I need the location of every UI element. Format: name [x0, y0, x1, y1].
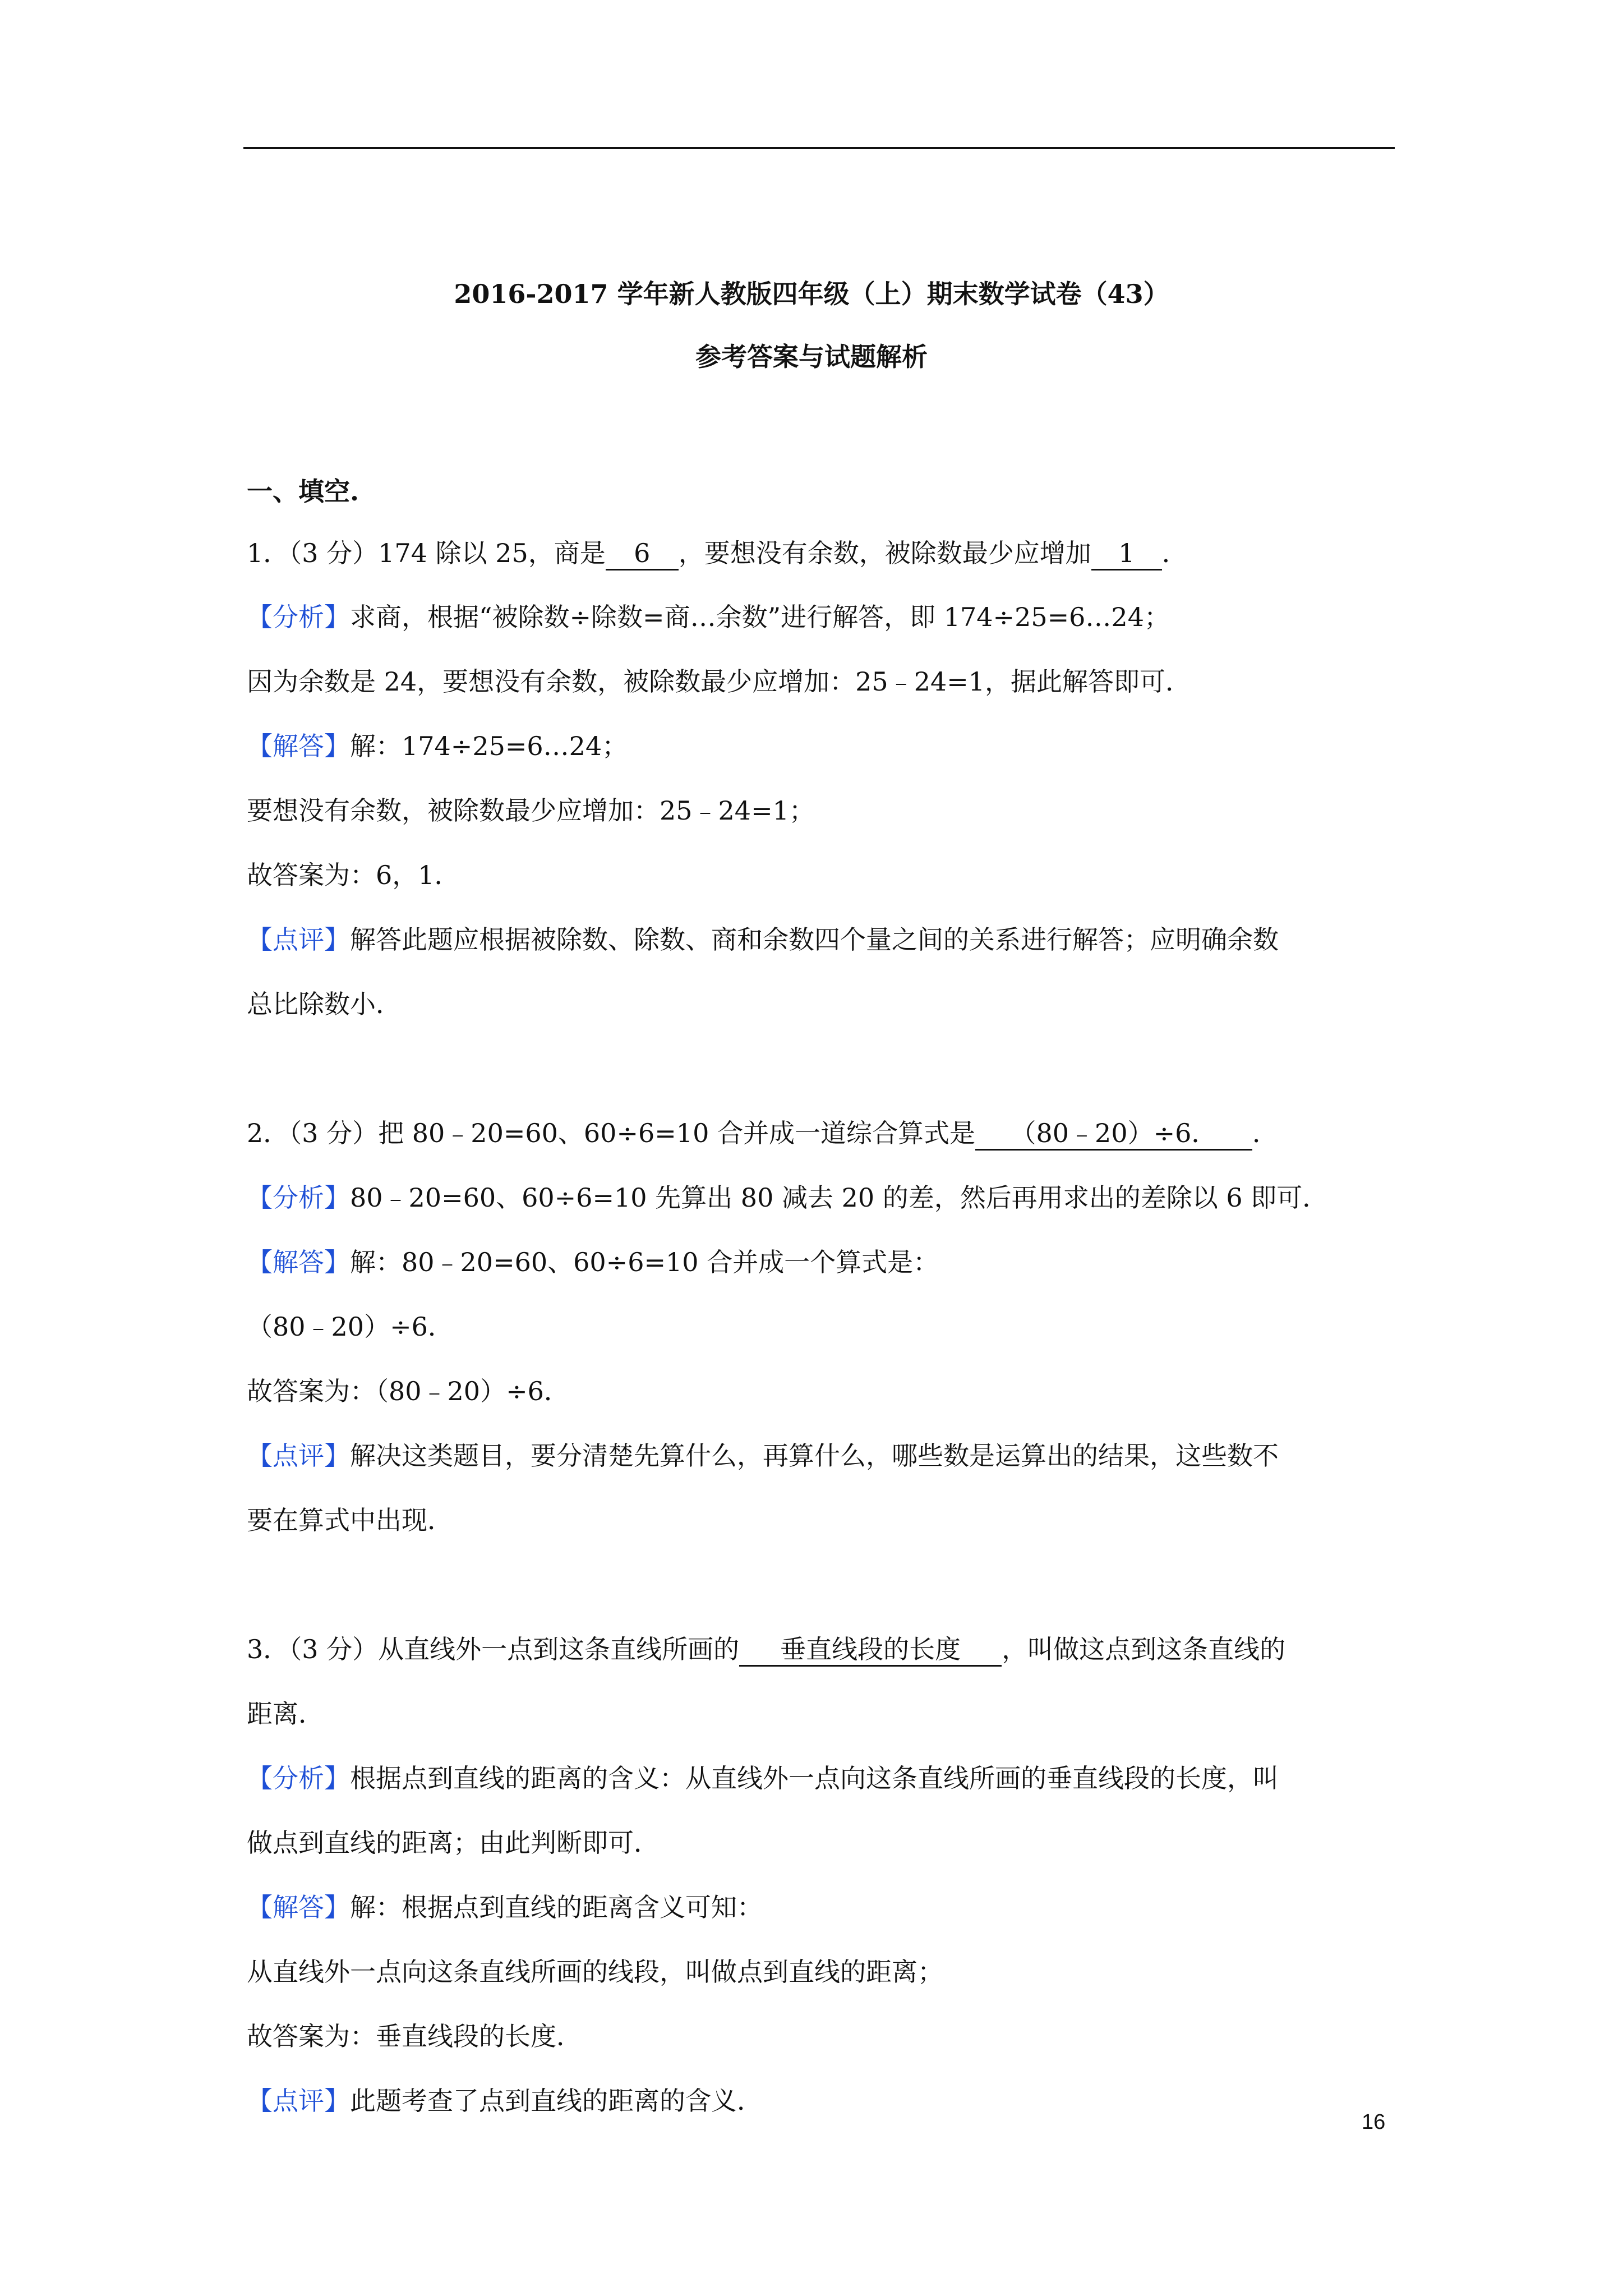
q1-analysis [247, 600, 1170, 634]
comment-tag: 【点评】 [247, 1441, 350, 1471]
page-number: 16 [1362, 2110, 1386, 2134]
q2-stem-prefix: 2．（3 分）把 80﹣20=60、60÷6=10 合并成一道综合算式是 [247, 1118, 975, 1148]
q3-analysis-line-2: 做点到直线的距离；由此判断即可． [247, 1828, 660, 1858]
q2-answer [247, 1245, 939, 1279]
q3-stem-suffix: ，叫做这点到这条直线的 [1002, 1634, 1286, 1664]
q1-blank-quotient: 6 [606, 537, 679, 570]
q3-comment [247, 2084, 763, 2118]
q3-analysis [247, 1761, 1279, 1795]
q2-answer-line-2: （80﹣20）÷6． [247, 1312, 454, 1342]
document-subtitle: 参考答案与试题解析 [695, 342, 928, 372]
q1-blank-increase: 1 [1091, 537, 1162, 570]
q1-answer-text: 解：174÷25=6…24； [350, 731, 628, 761]
q3-stem [247, 1632, 1285, 1667]
answer-tag: 【解答】 [247, 1247, 350, 1277]
analysis-tag: 【分析】 [247, 1182, 350, 1213]
q1-answer [247, 729, 628, 763]
q2-answer-text: 解：80﹣20=60、60÷6=10 合并成一个算式是： [350, 1247, 939, 1277]
answer-tag: 【解答】 [247, 731, 350, 761]
header-rule [243, 147, 1395, 149]
q1-stem-suffix: ． [1161, 538, 1188, 568]
q3-stem-prefix: 3．（3 分）从直线外一点到这条直线所画的 [247, 1634, 740, 1664]
q3-stem-line-2: 距离． [247, 1699, 324, 1729]
q1-stem [247, 536, 1188, 570]
q1-analysis-text: 求商，根据“被除数÷除数=商…余数”进行解答，即 174÷25=6…24； [350, 602, 1170, 632]
answer-tag: 【解答】 [247, 1892, 350, 1922]
q3-answer-line-2: 从直线外一点向这条直线所画的线段，叫做点到直线的距离； [247, 1957, 943, 1987]
q1-comment-text: 解答此题应根据被除数、除数、商和余数四个量之间的关系进行解答；应明确余数 [350, 924, 1279, 955]
q3-blank-answer: 垂直线段的长度 [739, 1634, 1002, 1667]
q3-analysis-text: 根据点到直线的距离的含义：从直线外一点向这条直线所画的垂直线段的长度，叫 [350, 1763, 1279, 1793]
q2-blank-expression: （80﹣20）÷6． [975, 1117, 1252, 1151]
q3-answer-line-3: 故答案为：垂直线段的长度． [247, 2021, 582, 2051]
q3-comment-text: 此题考查了点到直线的距离的含义． [350, 2086, 763, 2116]
q2-stem-suffix: ． [1252, 1118, 1278, 1148]
q1-answer-line-2: 要想没有余数，被除数最少应增加：25﹣24=1； [247, 795, 815, 826]
analysis-tag: 【分析】 [247, 1763, 350, 1793]
q2-analysis [247, 1181, 1328, 1214]
comment-tag: 【点评】 [247, 924, 350, 955]
q2-analysis-text: 80﹣20=60、60÷6=10 先算出 80 减去 20 的差，然后再用求出的差除以 6 即可． [350, 1182, 1329, 1213]
q2-answer-line-3: 故答案为：（80﹣20）÷6． [247, 1376, 570, 1406]
analysis-tag: 【分析】 [247, 602, 350, 632]
document-title: 2016-2017 学年新人教版四年级（上）期末数学试卷（43） [454, 279, 1169, 309]
q2-comment [247, 1439, 1279, 1473]
q1-comment [247, 923, 1279, 956]
q1-comment-line-2: 总比除数小． [247, 989, 402, 1019]
comment-tag: 【点评】 [247, 2086, 350, 2116]
q3-answer [247, 1890, 763, 1924]
q1-analysis-line-2: 因为余数是 24，要想没有余数，被除数最少应增加：25﹣24=1，据此解答即可． [247, 666, 1192, 697]
q1-answer-line-3: 故答案为：6，1． [247, 860, 460, 890]
q2-comment-line-2: 要在算式中出现． [247, 1505, 453, 1535]
section-heading: 一、填空. [247, 476, 359, 507]
q1-stem-middle: ，要想没有余数，被除数最少应增加 [678, 538, 1091, 568]
q2-comment-text: 解决这类题目，要分清楚先算什么，再算什么，哪些数是运算出的结果，这些数不 [350, 1441, 1279, 1471]
q3-answer-text: 解：根据点到直线的距离含义可知： [350, 1892, 763, 1922]
q2-stem [247, 1116, 1278, 1151]
q1-stem-prefix: 1．（3 分）174 除以 25，商是 [247, 538, 606, 568]
